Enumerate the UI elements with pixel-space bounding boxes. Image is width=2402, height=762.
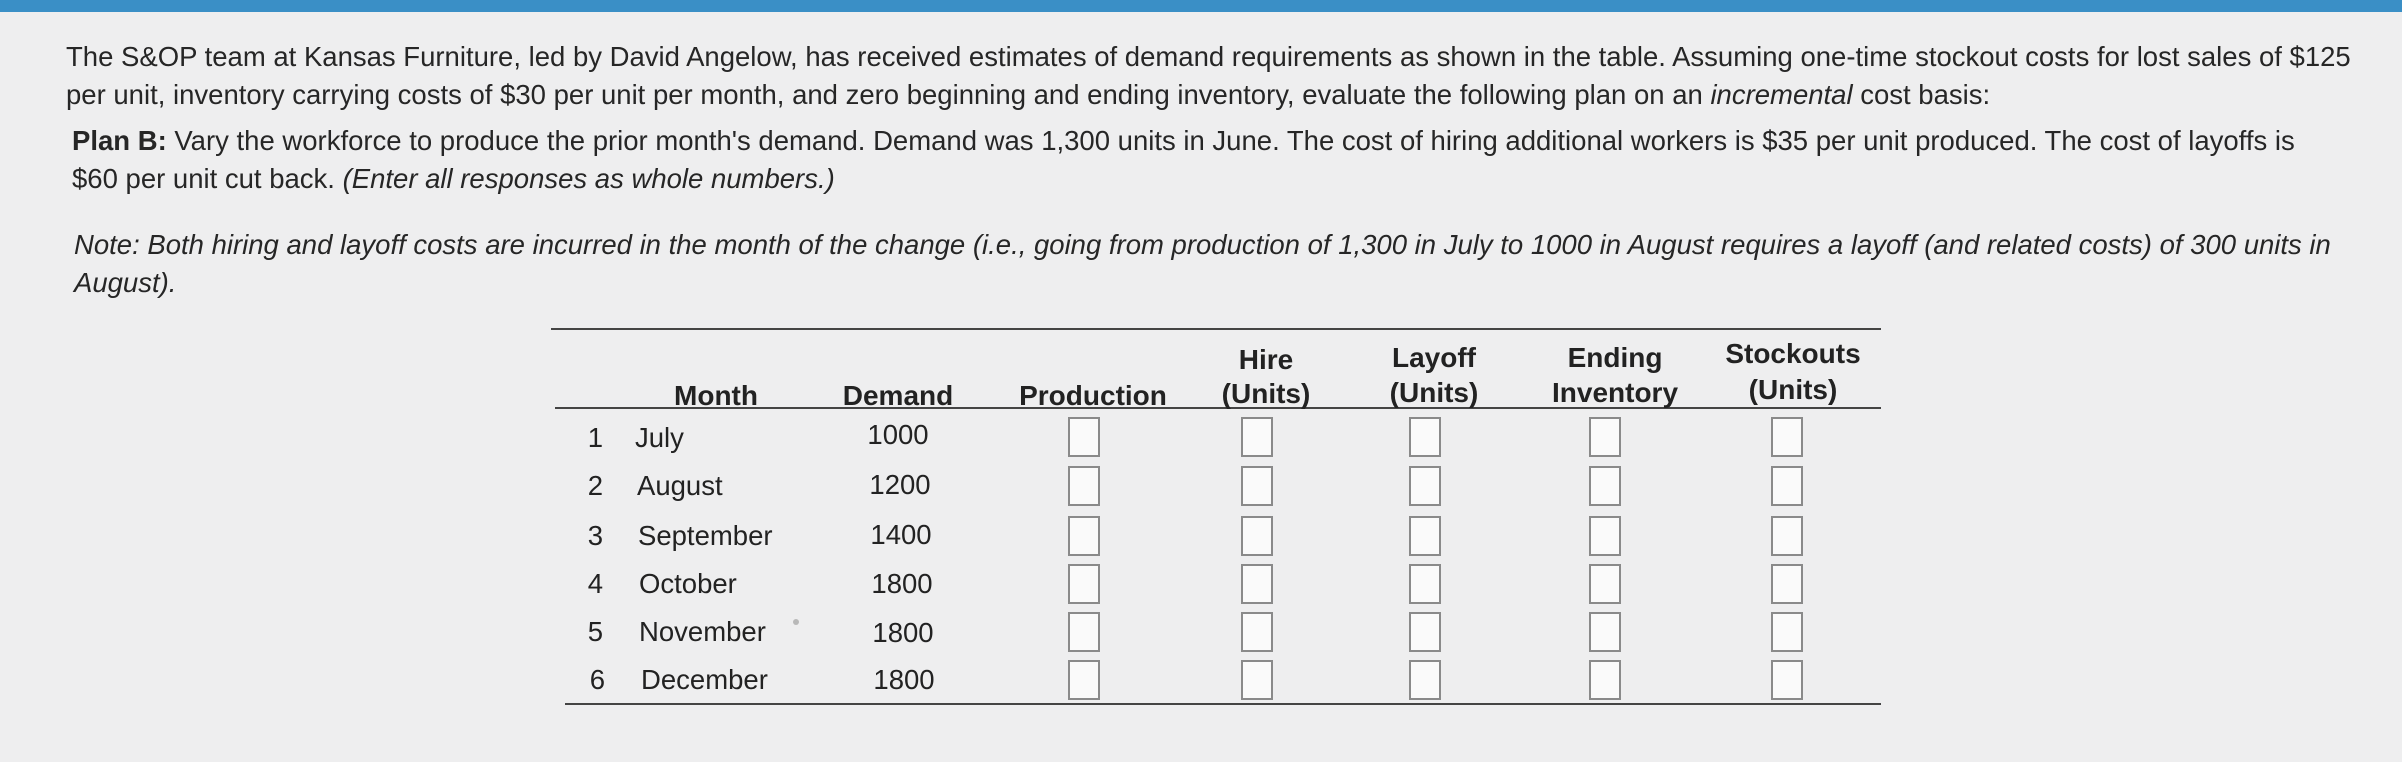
- header-month: Month: [674, 380, 758, 411]
- ending-inventory-input-september[interactable]: [1589, 516, 1621, 556]
- plan-instruction: (Enter all responses as whole numbers.): [342, 163, 835, 194]
- row-number: 1: [587, 422, 603, 453]
- header-ending: Ending: [1567, 342, 1663, 373]
- demand-cell: 1800: [871, 568, 933, 599]
- header-ending-inventory: Inventory: [1551, 377, 1679, 408]
- month-cell: September: [638, 520, 773, 551]
- layoff-input-november[interactable]: [1409, 612, 1441, 652]
- header-hire-units: (Units): [1221, 378, 1311, 409]
- production-input-august[interactable]: [1068, 466, 1100, 506]
- demand-cell: 1000: [867, 419, 929, 450]
- plan-description: [72, 122, 2322, 198]
- layoff-input-october[interactable]: [1409, 564, 1441, 604]
- hire-input-november[interactable]: [1241, 612, 1273, 652]
- header-stockouts-units: (Units): [1748, 374, 1838, 405]
- production-input-october[interactable]: [1068, 564, 1100, 604]
- stockouts-input-september[interactable]: [1771, 516, 1803, 556]
- month-cell: December: [641, 664, 768, 695]
- stockouts-input-december[interactable]: [1771, 660, 1803, 700]
- intro-text: The S&OP team at Kansas Furniture, led by David Angelow, has received estimates of demand requirements as shown in the table. Assuming one-time stockout costs for lost sales of $125 per unit, inventory carrying costs of $30 per unit per month, and zero beginning and ending inventory, evaluate the following plan on an: [66, 41, 2351, 110]
- row-number: 4: [587, 568, 603, 599]
- header-demand: Demand: [842, 380, 954, 411]
- marker-dot: [793, 619, 799, 625]
- table-bottom-rule: [565, 703, 1881, 705]
- ending-inventory-input-november[interactable]: [1589, 612, 1621, 652]
- month-cell: November: [639, 616, 766, 647]
- row-number: 5: [587, 616, 603, 647]
- header-stockouts: Stockouts: [1725, 338, 1861, 369]
- stockouts-input-august[interactable]: [1771, 466, 1803, 506]
- stockouts-input-july[interactable]: [1771, 417, 1803, 457]
- demand-cell: 1800: [873, 664, 935, 695]
- production-input-september[interactable]: [1068, 516, 1100, 556]
- intro-italic: incremental: [1710, 79, 1853, 110]
- table-top-rule: [551, 328, 1881, 330]
- ending-inventory-input-july[interactable]: [1589, 417, 1621, 457]
- layoff-input-july[interactable]: [1409, 417, 1441, 457]
- top-bar: [0, 0, 2402, 12]
- row-number: 6: [589, 664, 605, 695]
- stockouts-input-november[interactable]: [1771, 612, 1803, 652]
- demand-cell: 1200: [869, 469, 931, 500]
- hire-input-october[interactable]: [1241, 564, 1273, 604]
- header-production: Production: [1019, 380, 1167, 411]
- row-number: 3: [587, 520, 603, 551]
- month-cell: October: [639, 568, 737, 599]
- header-layoff-units: (Units): [1389, 377, 1479, 408]
- month-cell: July: [635, 422, 684, 453]
- plan-text: Vary the workforce to produce the prior month's demand. Demand was 1,300 units in June. The cost of hiring additional workers is $35 per unit produced. The cost of layoffs is $60 per unit cut back.: [72, 125, 2295, 194]
- hire-input-december[interactable]: [1241, 660, 1273, 700]
- layoff-input-december[interactable]: [1409, 660, 1441, 700]
- production-input-november[interactable]: [1068, 612, 1100, 652]
- hire-input-august[interactable]: [1241, 466, 1273, 506]
- hire-input-july[interactable]: [1241, 417, 1273, 457]
- production-input-july[interactable]: [1068, 417, 1100, 457]
- ending-inventory-input-december[interactable]: [1589, 660, 1621, 700]
- header-hire: Hire: [1238, 344, 1294, 375]
- production-input-december[interactable]: [1068, 660, 1100, 700]
- plan-label: Plan B:: [72, 125, 167, 156]
- layoff-input-august[interactable]: [1409, 466, 1441, 506]
- demand-cell: 1800: [872, 617, 934, 648]
- stockouts-input-october[interactable]: [1771, 564, 1803, 604]
- row-number: 2: [587, 470, 603, 501]
- plan-table: [551, 328, 1881, 708]
- ending-inventory-input-august[interactable]: [1589, 466, 1621, 506]
- demand-cell: 1400: [870, 519, 932, 550]
- hire-input-september[interactable]: [1241, 516, 1273, 556]
- layoff-input-september[interactable]: [1409, 516, 1441, 556]
- note-text: Note: Both hiring and layoff costs are incurred in the month of the change (i.e., going from production of 1,300 in July to 1000 in August requires a layoff (and related costs) of 300 units in August).: [74, 229, 2331, 298]
- month-cell: August: [637, 470, 723, 501]
- problem-intro: [66, 38, 2366, 114]
- intro-end: cost basis:: [1852, 79, 1991, 110]
- ending-inventory-input-october[interactable]: [1589, 564, 1621, 604]
- header-layoff: Layoff: [1392, 342, 1476, 373]
